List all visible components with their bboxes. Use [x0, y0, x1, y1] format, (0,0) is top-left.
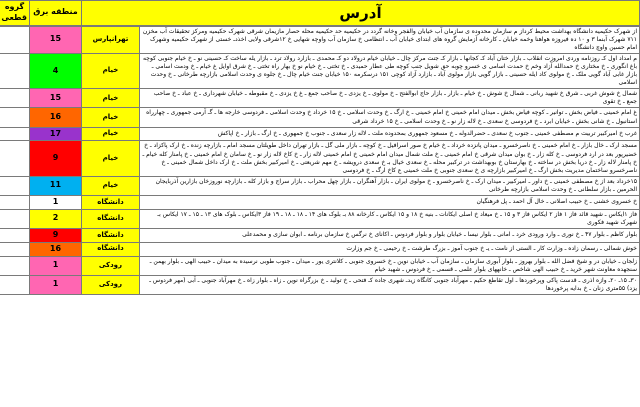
- table-row: [0, 195, 640, 209]
- spacer-cell: [0, 89, 30, 108]
- group-cell: 17: [30, 127, 82, 141]
- address-cell: ۳۰ـ ۱۵ـ ۲۰ـ وازه اذری ـ قدست پاکی وپرخوردها ـ اول تقاطع حکیم ـ مهرآباد جنوبی کانگاه زیدـ شهری جاده کـ فتحی ـ خ تولید ـ خ بزرگراه نوین ـ زاه ـ بلوار زاه ـ خ مهرآباد جنوبی ـ آبی (مهر فردوس ـ یزد) ۵۵متری زنان ـ خ بدایه پرخوردها: [140, 275, 640, 294]
- spacer-cell: [0, 256, 30, 275]
- table-row: [0, 53, 640, 88]
- spacer-cell: [0, 275, 30, 294]
- zone-cell: تهرانپارس: [82, 26, 140, 53]
- spacer-cell: [0, 127, 30, 141]
- table-row: [0, 228, 640, 242]
- group-cell: 9: [30, 141, 82, 176]
- table-row: [0, 256, 640, 275]
- header-group: گروه قطعی: [0, 1, 30, 26]
- group-cell: 1: [30, 195, 82, 209]
- zone-cell: دانشگاه: [82, 209, 140, 228]
- header-zone: منطقه برق: [30, 1, 82, 26]
- address-cell: خ خسروی خشنی ـ خ حبیب اصلانی ـ خال آل احمد ـ پل فرهنگیان: [140, 195, 640, 209]
- address-cell: شمال خ شوش غربی ـ شرق خ شهید ربانی ـ شمال خ شوش ـ خ خیام ـ بازار ـ بازار حاج ابوالفتح ـ خ مولوی ـ خ یزدی ـ خ صاحب جمع ـ غ خ یزدی ـ خ مقبوطه ـ خیابان شهرداری ـ خ عباد ـ خ صاحب جمع ـ خ تقوی: [140, 89, 640, 108]
- spacer-cell: [0, 242, 30, 256]
- address-cell: غرب خ امیرکبیر تربیت م مصطفی خمینی ـ جنوب خ سعدی ـ حضرالدوله ـ خ مسعود جمهوری بمحدوده ملت ـ لاله زار سعدی ـ جنوب خ جمهوری ـ خ ارگ ـ بازار ـ خ اپاکش: [140, 127, 640, 141]
- address-cell: غ امام خمینی ـ فیاض بخش ـ توانیر ـ کوچه فیاض بخش ـ میدان امام خمینی خ امام خمینی ـ خ ارگ ـ خ وحدت اسلامی ـ خ ۱۵ خرداد خ وحدت اسلامی ـ فردوسی خارجه ها ـ گـ آرمی جمهوری ـ چهارراه استانبول ـ خ شانی بخش ـ خیابان ابرد ـ خ فردوسی خ سعدی ـ خ لاله زار نو ـ خ وحدت اسلامی ـ خ ۱۵ خرداد شرقی: [140, 108, 640, 127]
- group-cell: 16: [30, 242, 82, 256]
- title-row: [0, 1, 640, 26]
- rows-body: [0, 26, 640, 294]
- spacer-cell: [0, 209, 30, 228]
- group-cell: 9: [30, 228, 82, 242]
- table-row: [0, 26, 640, 53]
- table-row: [0, 275, 640, 294]
- group-cell: 1: [30, 275, 82, 294]
- address-cell: فاز ۱ایکاس ـ شهید قائد فاز ۱ فاز ۲ ایکاس فاز ۳ و ۱۵ ـ خ میعاد خ اصلی ایکانات ـ بنیه خ ۱۸ و ۱۵ ایکاس ـ کارخانه ۸۸ بـ بلوک های ۱۴ ـ ۱۸ ـ ۱۸ ـ ۱۹ فاز ۳ایکاس ـ بلوک های ۱۳ ـ ۱۵ ـ ۱۷ ایکاس بـ شهرک شهید فکوری: [140, 209, 640, 228]
- address-cell: ۱۵خرداد بعد از خ مصطفی خمینی ـ خ داور ـ امیرکبیر ـ میدان ارک ـ خ ناصرخسرو ـ خ مولوی ایران ـ بازار آهنگران ـ بازار چهل محراب ـ بازار سراج و بازار کله ـ بازارچه نوروزخان بازارین آذربایجان الحرمین ـ بازار سلطانی ـ خ وحدت اسلامی بازارچه طرخانی: [140, 176, 640, 195]
- table-row: [0, 89, 640, 108]
- zone-cell: خیام: [82, 141, 140, 176]
- table-row: [0, 242, 640, 256]
- table-body: [0, 1, 640, 26]
- table-row: [0, 127, 640, 141]
- spacer-cell: [0, 108, 30, 127]
- spacer-cell: [0, 141, 30, 176]
- spacer-cell: [0, 26, 30, 53]
- outage-schedule-table: [0, 0, 640, 26]
- zone-cell: خیام: [82, 89, 140, 108]
- group-cell: 2: [30, 209, 82, 228]
- zone-cell: خیام: [82, 53, 140, 88]
- zone-cell: خیام: [82, 176, 140, 195]
- group-cell: 1: [30, 256, 82, 275]
- zone-cell: خیام: [82, 108, 140, 127]
- address-cell: از شهرک حکیمیه دانشگاه بهداشت محیط کرداز م سازمان محدوده ی سازمان آب خیابان والفجر وخانه گردد در حکیمیه حد حکیمیه محله حصار مازیمان شرقی شهرک حکیمیه ومرکز تحقیقات آب مخزن ۷۱۱ شهرک آبنما ۳ و ۱۰ ده فیروزه هواهنا وخمه خیابان ـ کارخانه آزمایش گروه های ابتدای خیابان آب ـ انتظامی خ سازمان آب واوچه شهایی خ ۱۲شرقی ولایی اخذدـ خستی از شهرک حکیمیه وشهرک امام حسین واوچ دانشگاه: [140, 26, 640, 53]
- table-row: [0, 108, 640, 127]
- table-row: [0, 176, 640, 195]
- group-cell: 15: [30, 89, 82, 108]
- zone-cell: رودکی: [82, 256, 140, 275]
- address-cell: مسجد ارک ـ خال بازار ـ خ امام خمینی ـ خ ناصرخسرو ـ میدان پانزده خرداد ـ خ خیام خ صور اسرافیل ـ خ کوچه ـ بازار ملی گل ـ بازار تهران داخل طویلتان مسجد امام ـ بازارچه زنده ـ خ ارک پاکزاد ـ خ خضیرپور بعد در ارد فردوسی ـ خ کله زار ـ خ بوان میدان شرقی خ امام خمینی ـ خ ملت شمال میدان امام خمینی خ امام خمینی لاله زار ـ خ کاخ لاله زار نو ـ خ سامان خ امام خمینی ـ خ پامنار کله خیام ـ خ پامنار لاله زار ـ خ دریا بخش در ساخته ـ خ بهارستان خ بوبهداشت در ترکبیر محله ـ خ سعدی خیال بـ خ سعدی درویشه ـ خ مهم شریعتی ـ خ امیرکبیر بخش ملت ـ خ ارک داخل شمال خمینی ـ خ ناصرخسرو ساختمان مدیریت بخش ارگ ـ خ امیرکبیر بازارچه ی خ سعدی جنوبی خ ملت خمینی ع کاخ ارگ ـ خ فردوسی: [140, 141, 640, 176]
- group-cell: 4: [30, 53, 82, 88]
- group-cell: 16: [30, 108, 82, 127]
- spacer-cell: [0, 53, 30, 88]
- address-cell: زلجان ـ خیابان در و شیخ فضل الله ـ بلوار بهروز ـ بلوار آبوری سازمان ـ سازمان آب ـ خیابان نوین ـ خ خسروی جنوبی ـ کلانتری یور ـ میدان ـ جنوب طوبی نرسیده به میدان ـ حبیب الهی ـ بلوار بهمن ـ سنجهده معاونت شهر خرید ـ خ حبیب الهی شاخص ـ خانههای بلوار علمی ـ قسمی ـ خ فردوس ـ شهید خیام: [140, 256, 640, 275]
- zone-cell: دانشگاه: [82, 195, 140, 209]
- zone-cell: دانشگاه: [82, 228, 140, 242]
- spacer-cell: [0, 176, 30, 195]
- zone-cell: رودکی: [82, 275, 140, 294]
- address-cell: بلوار کاظم ـ بلوار ۴۷ ـ خ نوری ـ وارد ورودی خرد ـ امانی ـ بلوار نیسا ـ خیابان بلوار و بلوار فردوس ـ اکانای خ نرگس خ سازمان برنامه ـ ابوان سازی و محمدعلی: [140, 228, 640, 242]
- zone-cell: دانشگاه: [82, 242, 140, 256]
- group-cell: 15: [30, 26, 82, 53]
- group-cell: 11: [30, 176, 82, 195]
- address-cell: م امداد اول کـ روزنامه وردی امروزت انقلاب ـ بازار ختان آباد کـ کجانها ـ بازار کـ جنت مرکز چال ـ خیابان خیام درولاد دو کـ محمدی ـ بازارد رولاد ترد ـ بازار یله ساخت کـ حسینی نو ـ خ خیام جنوبی کوچه باغ انگوری ـ خ مختاری خ حمدالله آزاد وخم خ حمدت اسامی ی خسرو چوبه حق شویل جنب کوچه طی عطار حمیدی ـ خ تختی ـ خ خیام نو خ بهار راه تختی ـ خ شرق اوایل غ خیام ـ خ ودمت اسامی ـ بازار غابی آباد گویی ملک ـ خ مولوی کاد ایله حسینی ـ بازار گویی بازار مولوی آباد ـ بازارد آزاد کوچی ۱۵۱ درسکرمه ۱۵۰ خیابان جنت خیام چال ـ خ جلوه ی وحدت اسلامی بازارچه طرخانی ـ خ وحدت اسلامی: [140, 53, 640, 88]
- spacer-cell: [0, 195, 30, 209]
- spacer-cell: [0, 228, 30, 242]
- outage-rows-table: [0, 26, 640, 295]
- table-row: [0, 141, 640, 176]
- zone-cell: خیام: [82, 127, 140, 141]
- table-row: [0, 209, 640, 228]
- page-title: آدرس: [82, 1, 640, 26]
- address-cell: خوش شمالی ـ رسمان زاده ـ وزارت کار ـ الستی از نامت ـ یـ خ جنوب آموز ـ بزرگ طرشت ـ خ رحیمی ـ خ جم وزارت: [140, 242, 640, 256]
